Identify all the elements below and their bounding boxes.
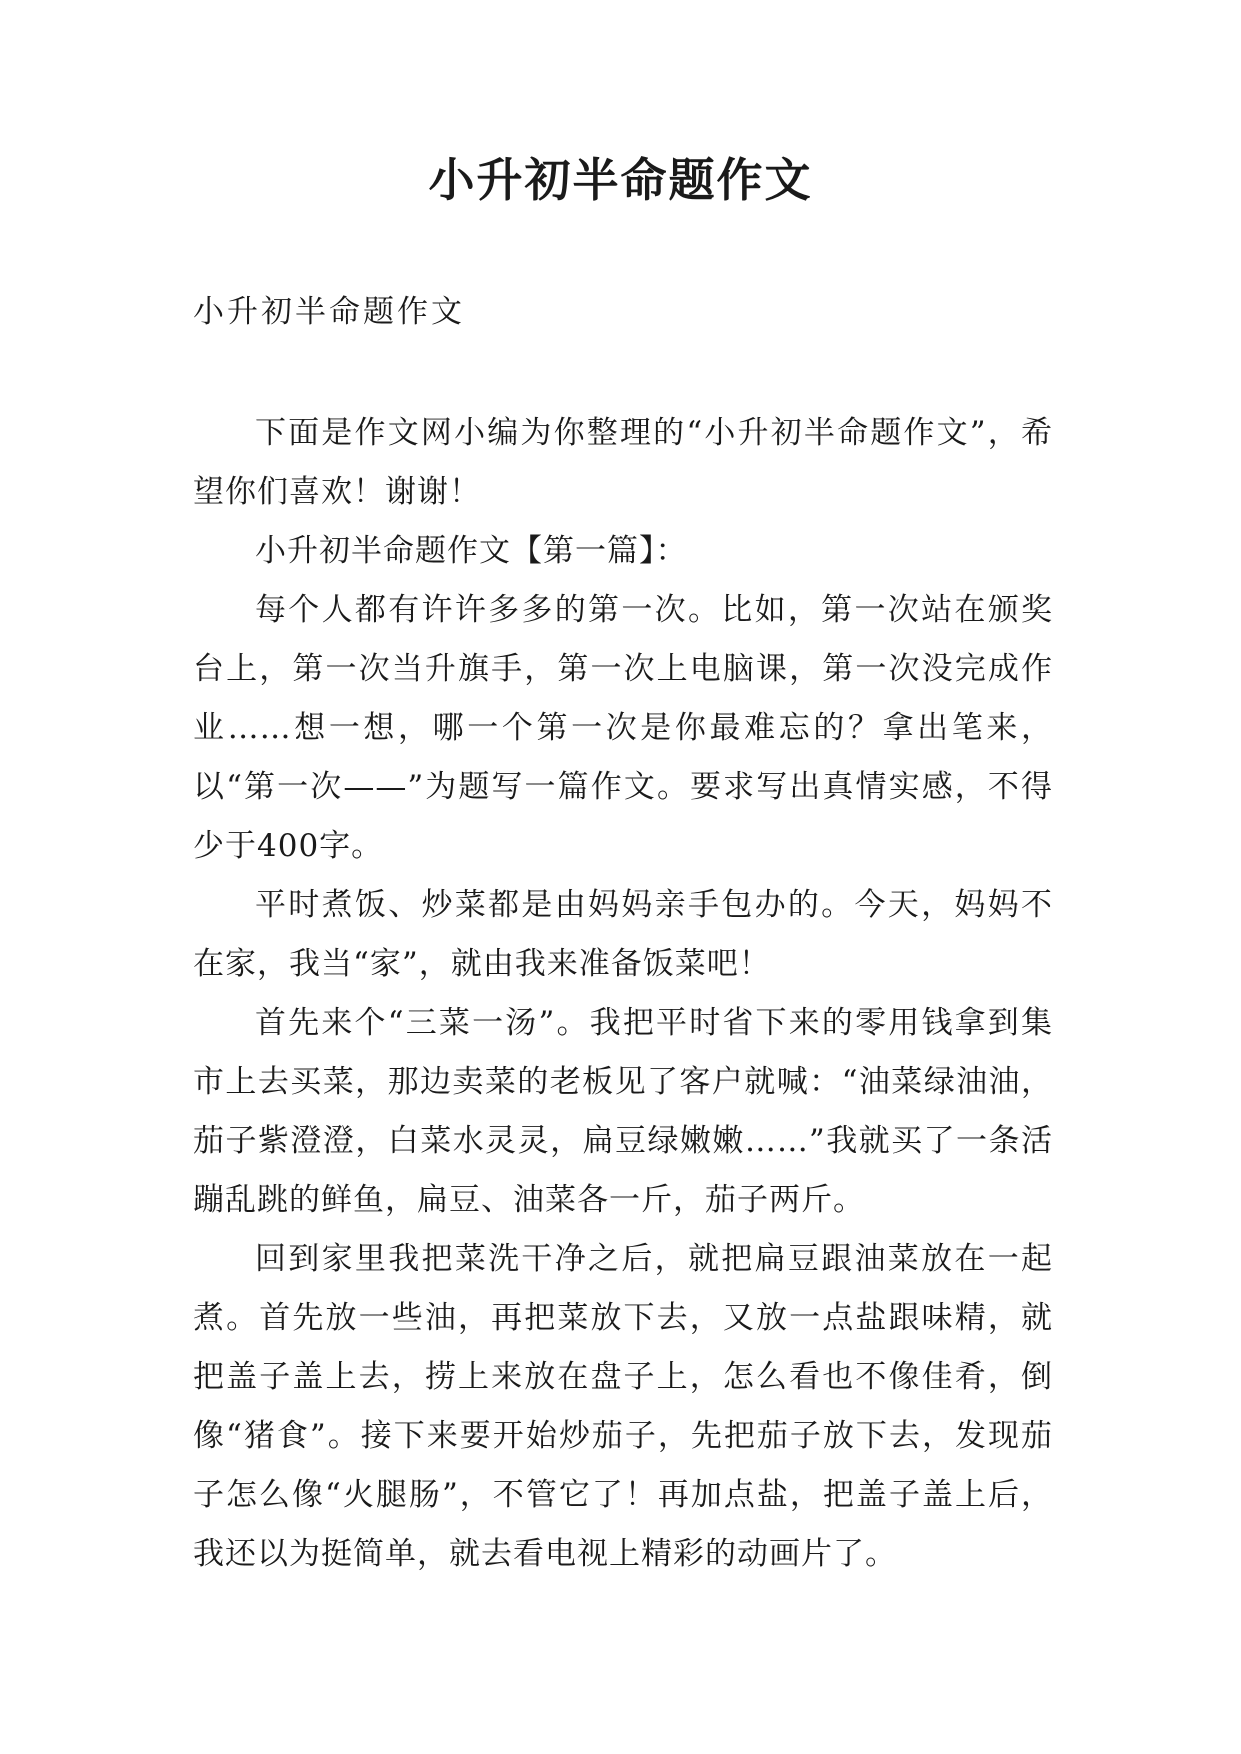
- intro-paragraph: 下面是作文网小编为你整理的“小升初半命题作文”，希望你们喜欢！谢谢！: [193, 415, 1053, 510]
- body-paragraph: 回到家里我把菜洗干净之后，就把扁豆跟油菜放在一起煮。首先放一些油，再把菜放下去，又放一点盐跟味精，就把盖子盖上去，捞上来放在盘子上，怎么看也不像佳肴，倒像“猪食”。接下来要开始炒茄子，先把茄子放下去，发现茄子怎么像“火腿肠”，不管它了！再加点盐，把盖子盖上后，我还以为挺简单，就去看电视上精彩的动画片了。: [193, 1241, 1053, 1572]
- prompt-paragraph: 每个人都有许许多多的第一次。比如，第一次站在颁奖台上，第一次当升旗手，第一次上电脑课，第一次没完成作业……想一想，哪一个第一次是你最难忘的？拿出笔来，以“第一次——”为题写一篇作文。要求写出真情实感，不得少于400字。: [193, 592, 1053, 864]
- document-title: 小升初半命题作文: [428, 153, 813, 207]
- body-paragraph: 首先来个“三菜一汤”。我把平时省下来的零用钱拿到集市上去买菜，那边卖菜的老板见了客户就喊：“油菜绿油油，茄子紫澄澄，白菜水灵灵，扁豆绿嫩嫩……”我就买了一条活蹦乱跳的鲜鱼，扁豆、油菜各一斤，茄子两斤。: [193, 1005, 1053, 1218]
- document-body: [193, 404, 1053, 1584]
- body-paragraph: 平时煮饭、炒菜都是由妈妈亲手包办的。今天，妈妈不在家，我当“家”，就由我来准备饭菜吧！: [193, 887, 1053, 982]
- document-subtitle: 小升初半命题作文: [193, 294, 465, 330]
- section-heading: 小升初半命题作文【第一篇】：: [255, 533, 688, 569]
